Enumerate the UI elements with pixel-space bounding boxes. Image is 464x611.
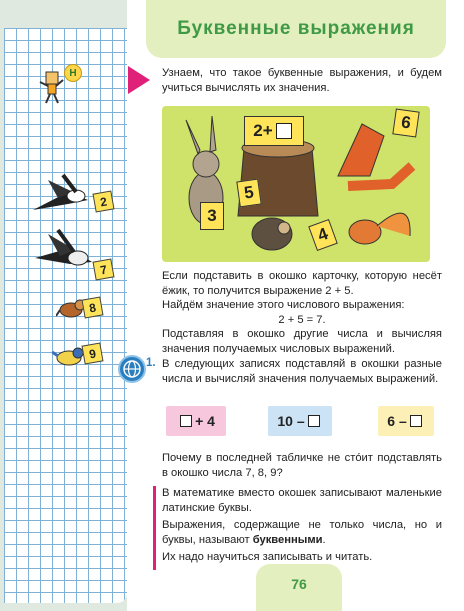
intro-text: Узнаем, что такое буквенные выражения, и будем учиться вычислять их значения. <box>162 67 442 94</box>
rule-note <box>162 486 442 565</box>
rule-note-p2-end: . <box>322 533 326 546</box>
page-number: 76 <box>291 576 307 592</box>
expression-3-before: 6 – <box>387 413 407 429</box>
empty-box-icon <box>180 415 192 427</box>
bird4-card: 9 <box>81 342 103 364</box>
fox-card: 6 <box>392 108 419 137</box>
rule-note-term: буквенными <box>252 533 323 546</box>
expression-card-1 <box>166 406 226 436</box>
page-title: Буквенные выражения <box>177 18 415 39</box>
stump-card <box>244 116 304 146</box>
empty-box-icon <box>410 415 422 427</box>
hedgehog-card: 4 <box>308 219 338 251</box>
pointer-arrow-icon <box>128 66 150 94</box>
explanation-line-1: Если подставить в окошко карточку, которую несёт ёжик, то получится выражение 2 + 5. <box>162 270 442 297</box>
expression-2-before: 10 – <box>277 413 305 429</box>
empty-box-icon <box>308 415 320 427</box>
explanation-line-2: Найдём значение этого числового выражения: <box>162 299 405 312</box>
robot-label-badge: Н <box>64 64 82 82</box>
bird3-card: 8 <box>81 296 103 318</box>
explanation <box>162 269 442 357</box>
bird2-card: 7 <box>92 258 114 280</box>
rule-note-p3: Их надо научиться записывать и читать. <box>162 551 373 564</box>
magpie-bird-1 <box>28 170 98 220</box>
explanation-formula: 2 + 5 = 7. <box>278 313 326 326</box>
rule-note-p1: В математике вместо окошек записывают маленькие латинские буквы. <box>162 487 442 514</box>
rabbit-card-2: 5 <box>236 179 261 208</box>
magpie-bird-2 <box>30 228 100 278</box>
bird1-card: 2 <box>92 190 114 212</box>
explanation-line-3: Подставляя в окошко другие числа и вычисляя значения получаемых числовых выражений. <box>162 328 442 355</box>
exercise-text: В следующих записях подставляй в окошки разные числа и вычисляй значения получаемых выражений. <box>162 358 442 385</box>
rabbit-card: 3 <box>200 202 224 230</box>
rule-marker <box>153 486 156 570</box>
expression-card-2 <box>268 406 332 436</box>
rule-note-p2 <box>162 518 442 547</box>
illustration <box>162 106 430 262</box>
expression-1-after: + 4 <box>195 413 215 429</box>
question-text: Почему в последней табличке не стóит подставлять в окошко числа 7, 8, 9? <box>162 452 442 479</box>
exercise-number: 1. <box>146 357 156 369</box>
rule-note-p2-start: Выражения, содержащие не только числа, но и буквы, называют <box>162 519 442 546</box>
empty-box-icon <box>276 123 292 139</box>
stump-card-text: 2+ <box>253 121 273 140</box>
globe-icon <box>118 355 146 383</box>
expression-card-3 <box>378 406 434 436</box>
